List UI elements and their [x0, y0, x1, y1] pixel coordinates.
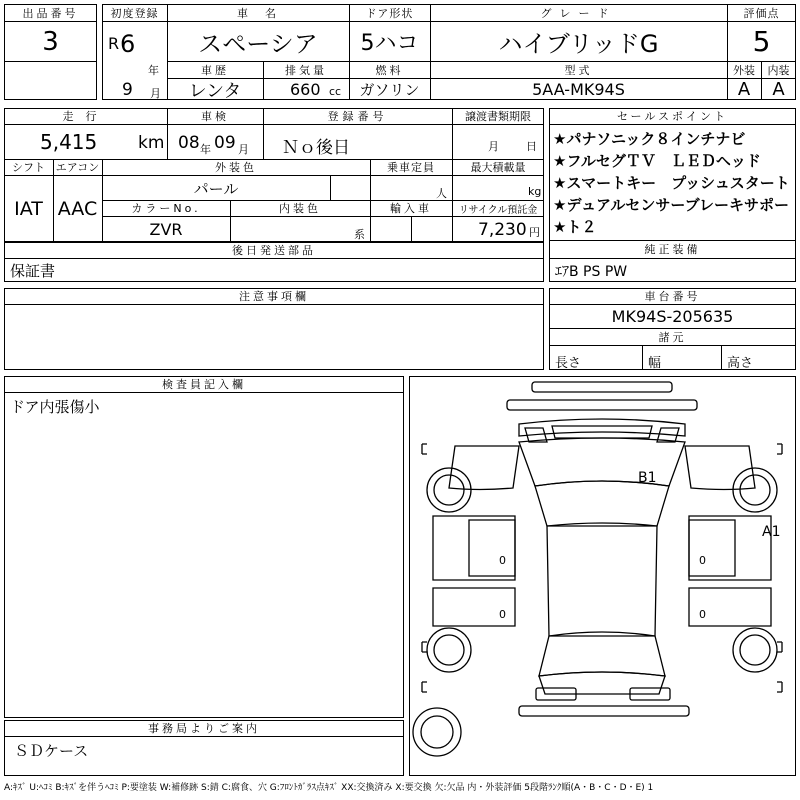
first-registration-label: 初度登録: [110, 6, 159, 20]
office-notice: ＳＤケース: [14, 742, 89, 760]
notes-label: 注意事項欄: [239, 290, 309, 303]
chassis-number-label: 車台番号: [644, 290, 701, 303]
max-load-label: 最大積載量: [470, 161, 526, 174]
later-parts-label: 後日発送部品: [232, 244, 316, 257]
later-parts: 保証書: [10, 262, 56, 280]
door-type-label: ドア形状: [365, 6, 414, 20]
door-type: 5ハコ: [360, 31, 419, 56]
office-notice-label: 事務局よりご案内: [148, 722, 260, 735]
width-label: 幅: [648, 356, 662, 371]
interior-grade: A: [772, 79, 785, 100]
svg-text:0: 0: [499, 608, 506, 621]
model-code: 5AA-MK94S: [532, 80, 625, 99]
inspection-label: 車検: [201, 110, 229, 123]
score: 5: [752, 25, 771, 58]
length-label: 長さ: [555, 356, 582, 371]
grade: ハイブリッドG: [498, 30, 659, 58]
capacity-label: 乗車定員: [387, 161, 435, 174]
sales-point-item: ★パナソニック８インチナビ: [553, 130, 746, 148]
fuel-label: 燃料: [375, 63, 404, 77]
fuel: ガソリン: [359, 81, 420, 99]
genuine-equipment: ｴｱB PS PW: [555, 263, 628, 280]
interior-color-unit: 系: [354, 228, 365, 241]
history-label: 車歴: [201, 63, 229, 77]
exterior-grade: A: [737, 79, 751, 100]
height-label: 高さ: [727, 356, 754, 371]
registration-month: 9: [122, 80, 133, 100]
sales-point-item: ★デュアルセンサーブレーキサポー: [553, 196, 790, 214]
inspector-notes-label: 検査員記入欄: [162, 378, 246, 391]
year-unit: 年: [148, 64, 159, 77]
legend: A:ｷｽﾞ U:ﾍｺﾐ B:ｷｽﾞを伴うﾍｺﾐ P:要塗装 W:補修跡 S:錆 C:腐食、穴 G:ﾌﾛﾝﾄｶﾞﾗｽ点ｷｽﾞ XX:交換済み X:要交換 欠:欠品 内・外装評価 5段階ﾗﾝｸ順(A・B・C・D・E) 1: [4, 783, 654, 793]
inspection-month: 09: [214, 133, 236, 153]
aircon: AAC: [57, 198, 98, 220]
transfer-deadline-label: 譲渡書類期限: [465, 110, 531, 123]
svg-text:0: 0: [699, 608, 706, 621]
inspector-box: [4, 376, 404, 718]
sales-point-item: ★スマートキー プッシュスタート: [553, 174, 790, 192]
exterior-label: 外装: [733, 63, 755, 77]
displacement: 660: [290, 80, 321, 99]
car-outline-diagram: [409, 376, 796, 776]
svg-text:0: 0: [499, 554, 506, 567]
mileage: 5,415: [40, 130, 98, 154]
car-name: スペーシア: [198, 30, 318, 58]
mileage-label: 走行: [62, 110, 109, 123]
lot-number: 3: [42, 26, 59, 57]
color-number: ZVR: [149, 220, 183, 239]
era-letter: R: [108, 34, 120, 53]
inspection-month-unit: 月: [238, 143, 249, 156]
displacement-unit: cc: [329, 85, 342, 98]
sales-point-item: ★ト２: [553, 218, 597, 236]
registration-year: 6: [120, 30, 136, 58]
aircon-label: エアコン: [55, 161, 100, 174]
capacity-unit: 人: [436, 187, 447, 200]
damage-mark-b1: B1: [638, 470, 657, 486]
recycle-deposit-label: リサイクル預託金: [458, 204, 538, 216]
model-label: 型式: [564, 63, 593, 77]
sales-points-label: セールスポイント: [616, 110, 728, 123]
import-label: 輸入車: [390, 202, 432, 215]
shift: IAT: [14, 198, 43, 220]
transfer-month-unit: 月: [488, 140, 499, 153]
inspection-year-unit: 年: [200, 143, 211, 156]
mileage-unit: km: [138, 133, 165, 153]
history: レンタ: [188, 80, 242, 102]
svg-text:0: 0: [699, 554, 706, 567]
recycle-deposit: 7,230: [478, 219, 527, 240]
specs-label: 諸元: [658, 330, 687, 344]
lot-number-label: 出品番号: [22, 6, 79, 20]
sales-point-item: ★フルセグＴＶ ＬＥＤヘッド: [553, 152, 761, 170]
interior-label: 内装: [767, 63, 790, 77]
chassis-number: MK94S-205635: [611, 307, 734, 326]
exterior-color-label: 外装色: [215, 161, 257, 174]
displacement-label: 排気量: [285, 63, 327, 77]
registration-number-label: 登録番号: [327, 110, 388, 123]
exterior-color: パール: [193, 179, 239, 198]
damage-mark-a1: A1: [762, 524, 781, 540]
transfer-day-unit: 日: [526, 140, 537, 153]
inspector-notes: ドア内張傷小: [10, 398, 100, 416]
grade-label: グレード: [540, 6, 617, 20]
recycle-deposit-unit: 円: [529, 226, 540, 239]
interior-color-label: 内装色: [279, 202, 321, 215]
shift-label: シフト: [12, 161, 45, 174]
month-unit: 月: [150, 87, 161, 100]
color-number-label: カラーNo.: [131, 202, 201, 215]
registration-number: Ｎｏ後日: [282, 138, 350, 158]
max-load-unit: kg: [528, 185, 542, 198]
score-label: 評価点: [743, 6, 780, 20]
inspection-year: 08: [178, 133, 200, 153]
car-name-label: 車 名: [237, 6, 279, 20]
genuine-equipment-label: 純正装備: [644, 243, 701, 256]
